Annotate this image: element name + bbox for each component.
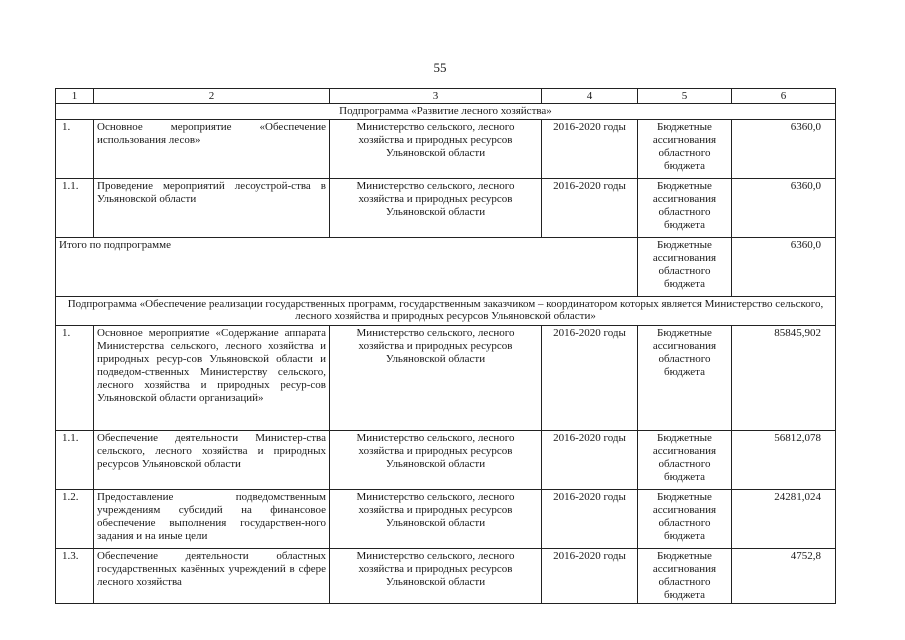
table-row (56, 120, 836, 179)
subtotal-row (56, 238, 836, 297)
amount: 85845,902 (732, 326, 836, 431)
funding-source: Бюджетные ассигнования областного бюджета (638, 490, 732, 549)
measure-name: Обеспечение деятельности областных государственных казённых учреждений в сфере лесного хозяйства (94, 549, 330, 604)
subprogram-title-row (56, 297, 836, 326)
funding-source: Бюджетные ассигнования областного бюджета (638, 179, 732, 238)
row-number: 1. (56, 120, 94, 179)
row-number: 1.3. (56, 549, 94, 604)
executor: Министерство сельского, лесного хозяйства и природных ресурсов Ульяновской области (330, 431, 542, 490)
row-number: 1.1. (56, 431, 94, 490)
period: 2016-2020 годы (542, 549, 638, 604)
period: 2016-2020 годы (542, 490, 638, 549)
column-number: 2 (94, 89, 330, 104)
executor: Министерство сельского, лесного хозяйства и природных ресурсов Ульяновской области (330, 490, 542, 549)
measure-name: Обеспечение деятельности Министер-ства сельского, лесного хозяйства и природных ресурсов Ульяновской области (94, 431, 330, 490)
program-table (55, 88, 836, 604)
period: 2016-2020 годы (542, 326, 638, 431)
table-row (56, 490, 836, 549)
period: 2016-2020 годы (542, 179, 638, 238)
subtotal-label: Итого по подпрограмме (56, 238, 638, 297)
subprogram-title: Подпрограмма «Развитие лесного хозяйства» (56, 104, 836, 120)
subprogram-title: Подпрограмма «Обеспечение реализации государственных программ, государственным заказчиком – координатором которых является Министерство сельского, лесного хозяйства и природных ресурсов Ульяновской области» (56, 297, 836, 326)
amount: 24281,024 (732, 490, 836, 549)
table-row (56, 179, 836, 238)
executor: Министерство сельского, лесного хозяйства и природных ресурсов Ульяновской области (330, 179, 542, 238)
row-number: 1. (56, 326, 94, 431)
column-number: 3 (330, 89, 542, 104)
subprogram-title-row (56, 104, 836, 120)
funding-source: Бюджетные ассигнования областного бюджета (638, 120, 732, 179)
table-row (56, 549, 836, 604)
column-number: 6 (732, 89, 836, 104)
page-number: 55 (433, 60, 447, 75)
column-number: 5 (638, 89, 732, 104)
table-row (56, 326, 836, 431)
amount: 6360,0 (732, 238, 836, 297)
amount: 56812,078 (732, 431, 836, 490)
executor: Министерство сельского, лесного хозяйства и природных ресурсов Ульяновской области (330, 326, 542, 431)
column-number: 1 (56, 89, 94, 104)
row-number: 1.2. (56, 490, 94, 549)
measure-name: Проведение мероприятий лесоустрой-ства в Ульяновской области (94, 179, 330, 238)
table-row (56, 431, 836, 490)
table-header-row (56, 89, 836, 104)
amount: 6360,0 (732, 179, 836, 238)
funding-source: Бюджетные ассигнования областного бюджета (638, 326, 732, 431)
period: 2016-2020 годы (542, 431, 638, 490)
executor: Министерство сельского, лесного хозяйства и природных ресурсов Ульяновской области (330, 549, 542, 604)
amount: 6360,0 (732, 120, 836, 179)
funding-source: Бюджетные ассигнования областного бюджета (638, 549, 732, 604)
funding-source: Бюджетные ассигнования областного бюджета (638, 431, 732, 490)
amount: 4752,8 (732, 549, 836, 604)
measure-name: Предоставление подведомственным учреждениям субсидий на финансовое обеспечение выполнения государствен-ного задания и на иные цели (94, 490, 330, 549)
measure-name: Основное мероприятие «Содержание аппарата Министерства сельского, лесного хозяйства и природных ресур-сов Ульяновской области и подведом-ственных Министерству сельского, лесного хозяйства и природных ресур-сов Ульяновской области организаций» (94, 326, 330, 431)
measure-name: Основное мероприятие «Обеспечение использования лесов» (94, 120, 330, 179)
executor: Министерство сельского, лесного хозяйства и природных ресурсов Ульяновской области (330, 120, 542, 179)
row-number: 1.1. (56, 179, 94, 238)
column-number: 4 (542, 89, 638, 104)
period: 2016-2020 годы (542, 120, 638, 179)
funding-source: Бюджетные ассигнования областного бюджета (638, 238, 732, 297)
